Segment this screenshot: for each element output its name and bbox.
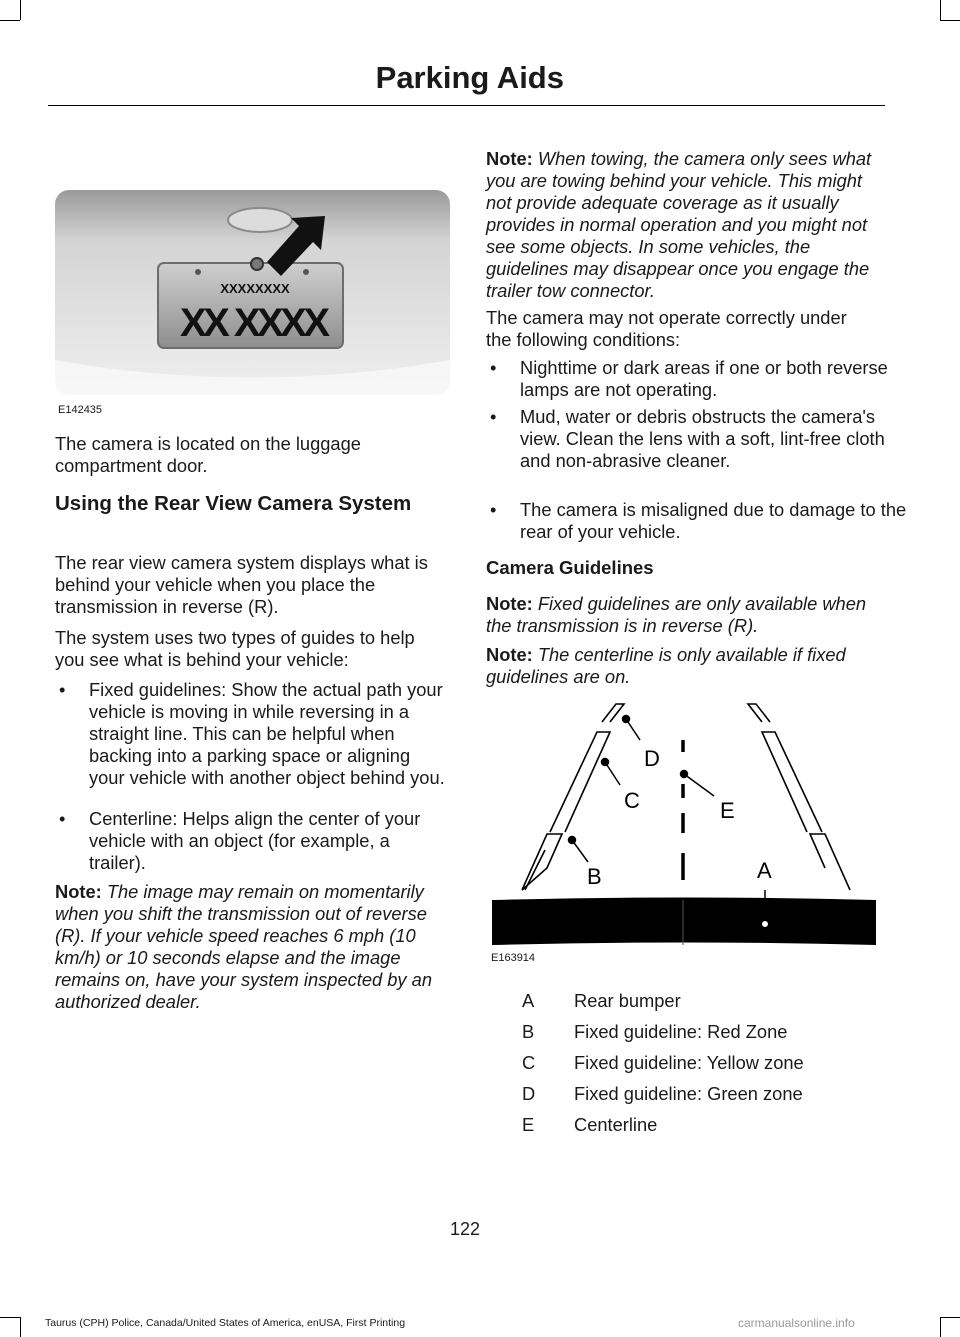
note-label: Note: [486,148,533,169]
note [486,644,880,688]
crop-mark [940,0,941,20]
note-text: When towing, the camera only sees what you are towing behind your vehicle. This might not provide adequate coverage as it usually provides in normal operation and you might not see some objects. In some vehicles, the guidelines may disappear once you engage the trailer tow connector. [486,148,872,301]
paragraph: The camera may not operate correctly under the following conditions: [486,307,847,350]
crop-mark [940,1317,941,1337]
bullet-item [55,679,449,789]
bullet-icon: • [490,499,497,520]
bullet-item [55,808,449,874]
legend-text: Fixed guideline: Red Zone [574,1021,788,1042]
crop-mark [20,1317,21,1337]
legend-letter: B [522,1021,535,1042]
camera-location-text: The camera is located on the luggage compartment door. [55,433,361,476]
note [486,593,880,637]
bullet-text: The camera is misaligned due to damage to the rear of your vehicle. [520,499,907,542]
legend-letter: A [522,990,535,1011]
bullet-icon: • [59,808,66,829]
note-label: Note: [486,593,533,614]
bullet-text: Mud, water or debris obstructs the camera's view. Clean the lens with a soft, lint-free cloth and non-abrasive cleaner. [520,406,885,471]
camera-location-figure [55,190,450,420]
legend-text: Fixed guideline: Green zone [574,1083,803,1104]
bullet-text: Nighttime or dark areas if one or both reverse lamps are not operating. [520,357,888,400]
page-number: 122 [449,1219,481,1239]
note-label: Note: [55,881,102,902]
legend-letter: C [522,1052,536,1073]
bullet-item [486,499,914,543]
crop-mark [940,1317,960,1318]
crop-mark [20,0,21,20]
crop-mark [940,20,960,21]
note-text: Fixed guidelines are only available when the transmission is in reverse (R). [486,593,867,636]
callout-a: A [757,858,772,883]
crop-mark [0,1317,20,1318]
note [486,148,880,302]
bullet-icon: • [490,406,497,427]
bullet-icon: • [490,357,497,378]
legend-text: Centerline [574,1114,658,1135]
bullet-item [486,357,914,401]
paragraph: The system uses two types of guides to help you see what is behind your vehicle: [55,627,415,670]
legend-text: Fixed guideline: Yellow zone [574,1052,804,1073]
callout-b: B [587,864,602,889]
camera-guidelines-figure [490,700,880,950]
header-divider [48,105,885,106]
bullet-icon: • [59,679,66,700]
callout-e: E [720,798,735,823]
note-text: The centerline is only available if fixed guidelines are on. [486,644,846,687]
legend-text: Rear bumper [574,990,681,1011]
crop-mark [0,20,20,21]
note-label: Note: [486,644,533,665]
note-text: The image may remain on momentarily when you shift the transmission out of reverse (R). If your vehicle speed reaches 6 mph (10 km/h) or 10 seconds elapse and the image remains on, have your system inspected by an authorized dealer. [55,881,432,1012]
legend-letter: E [522,1114,535,1135]
callout-d: D [644,746,660,771]
figure-code: E163914 [491,952,536,964]
section-heading: Using the Rear View Camera System [55,492,412,515]
publication-info: Taurus (CPH) Police, Canada/United States of America, enUSA, First Printing [45,1317,406,1329]
paragraph: The rear view camera system displays what is behind your vehicle when you place the transmission in reverse (R). [55,552,428,617]
page-title: Parking Aids [375,60,564,95]
watermark: carmanualsonline.info [738,1316,855,1330]
section-heading: Camera Guidelines [486,557,654,578]
plate-big-text: XX XXXX [180,301,330,345]
bullet-text: Fixed guidelines: Show the actual path your vehicle is moving in while reversing in a straight line. This can be helpful when backing into a parking space or aligning your vehicle with another object behind you. [89,679,445,788]
legend-letter: D [522,1083,536,1104]
plate-small-text: XXXXXXXX [220,281,290,296]
callout-c: C [624,788,640,813]
bullet-item [486,406,914,472]
figure-code: E142435 [58,404,103,416]
bullet-text: Centerline: Helps align the center of your vehicle with an object (for example, a trailer). [89,808,421,873]
note [55,881,447,1013]
